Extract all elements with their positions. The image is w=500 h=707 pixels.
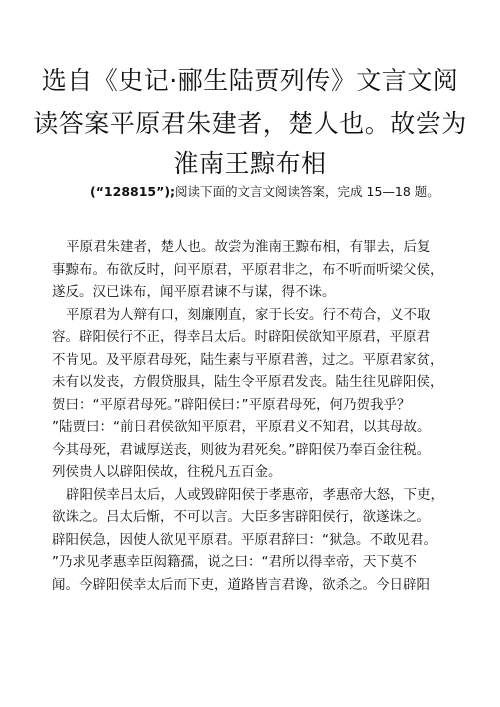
passage-line: ”陆贾曰：“前日君侯欲知平原君，平原君义不知君，以其母故。: [52, 419, 431, 435]
passage-line: 未有以发丧，方假贷服具，陆生令平原君发丧。陆生往见辟阳侯，: [52, 374, 444, 390]
passage-line: ”乃求见孝惠幸臣闳籍孺，说之曰：“君所以得幸帝，天下莫不: [52, 554, 417, 570]
passage-line: 辟阳侯急，因使人欲见平原君。平原君辞曰：“狱急。不敢见君。: [52, 531, 437, 548]
passage-line: 平原君朱建者，楚人也。故尝为淮南王黥布相，有罪去，后复: [66, 239, 431, 255]
instruction-text: 阅读下面的文言文阅读答案，完成 15—18 题。: [175, 184, 440, 199]
passage-line: 今其母死，君诚厚送丧，则彼为君死矣。”辟阳侯乃奉百金往税。: [52, 441, 431, 458]
passage-line: 贺曰：“平原君母死。”辟阳侯曰：”平原君母死，何乃贺我乎？: [52, 396, 411, 413]
passage-line: 遂反。汉已诛布，闻平原君谏不与谋，得不诛。: [52, 284, 336, 300]
passage-line: 列侯贵人以辟阳侯故，往税凡五百金。: [52, 464, 282, 480]
title-line-2: 读答案平原君朱建者，楚人也。故尝为: [33, 109, 467, 138]
passage-line: 闻。今辟阳侯幸太后而下吏，道路皆言君谗，欲杀之。今日辟阳: [52, 576, 430, 593]
title-line-3: 淮南王黥布相: [173, 149, 327, 178]
passage-body: [52, 236, 472, 596]
passage-line: 容。辟阳侯行不正，得幸吕太后。时辟阳侯欲知平原君，平原君: [52, 329, 430, 345]
passage-line: 事黥布。布欲反时，问平原君，平原君非之，布不听而听梁父侯，: [52, 261, 444, 278]
passage-line: 平原君为人辩有口，刻廉刚直，家于长安。行不苟合，义不取: [66, 306, 431, 323]
question-id: (“128815”);: [90, 184, 176, 199]
title-line-1: 选自《史记·郦生陆贾列传》文言文阅: [41, 66, 459, 95]
passage-line: 不肯见。及平原君母死，陆生素与平原君善，过之。平原君家贫，: [52, 351, 444, 368]
passage-line: 欲诛之。吕太后惭，不可以言。大臣多害辟阳侯行，欲遂诛之。: [52, 509, 430, 525]
passage-line: 辟阳侯幸吕太后，人或毁辟阳侯于孝惠帝，孝惠帝大怒，下吏，: [66, 486, 444, 503]
question-instruction: [90, 183, 480, 201]
